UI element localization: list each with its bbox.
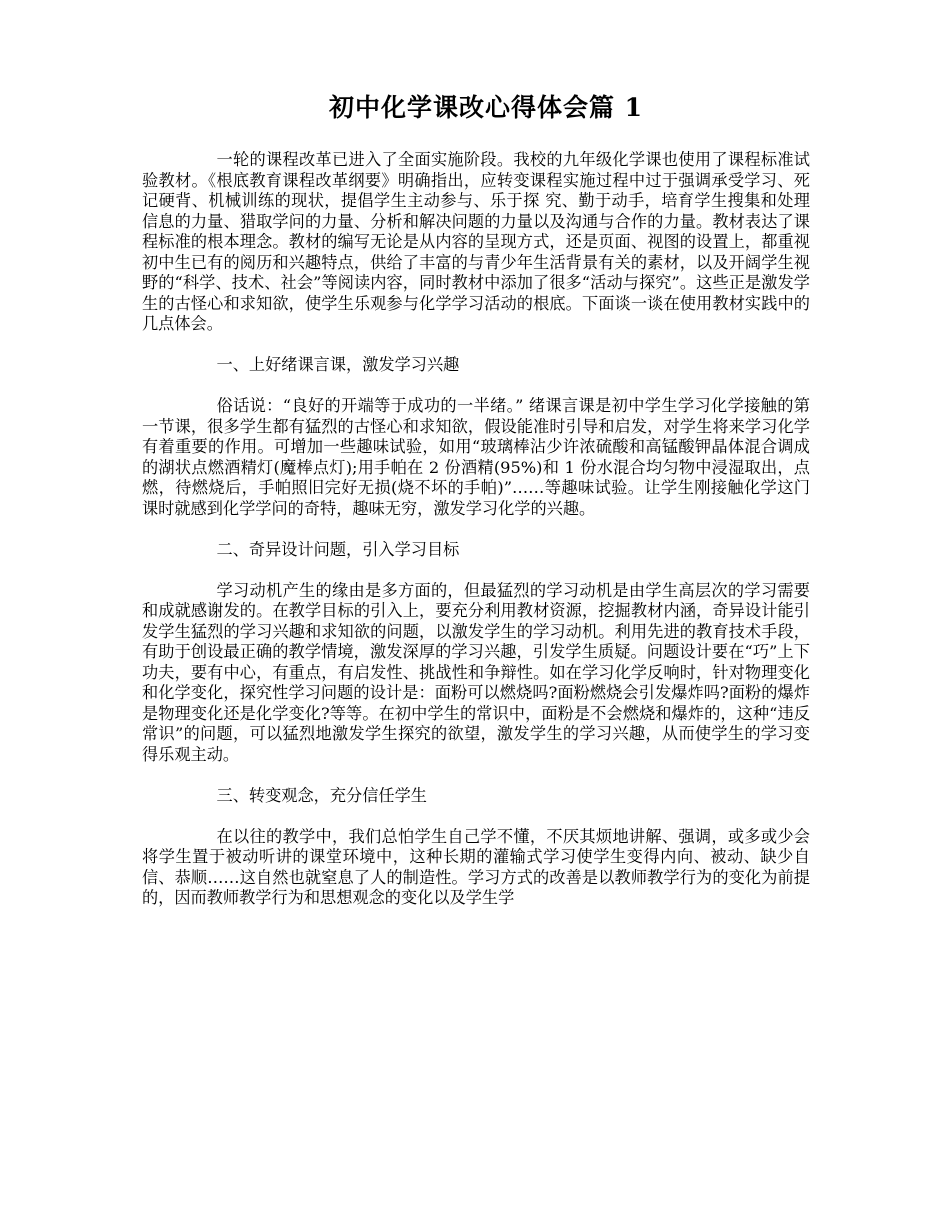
section-heading-3: 三、转变观念，充分信任学生: [216, 785, 427, 805]
section-2-paragraph: 学习动机产生的缘由是多方面的，但最猛烈的学习动机是由学生高层次的学习需要和成就感谢发的。在教学目标的引入上，要充分利用教材资源，挖掘教材内涵，奇异设计能引发学生猛烈的学习兴趣和求知欲的问题，以激发学生的学习动机。利用先进的教育技术手段，有助于创设最正确的教学情境，激发深厚的学习兴趣，引发学生质疑。问题设计要在“巧”上下功夫，要有中心，有重点，有启发性、挑战性和争辩性。如在学习化学反响时，针对物理变化和化学变化，探究性学习问题的设计是：面粉可以燃烧吗?面粉燃烧会引发爆炸吗?面粉的爆炸是物理变化还是化学变化?等等。在初中学生的常识中，面粉是不会燃烧和爆炸的，这种“违反常识”的问题，可以猛烈地激发学生探究的欲望，激发学生的学习兴趣，从而使学生的学习变得乐观主动。: [142, 580, 810, 764]
section-3-paragraph: 在以往的教学中，我们总怕学生自己学不懂，不厌其烦地讲解、强调，或多或少会将学生置于被动听讲的课堂环境中，这种长期的灌输式学习使学生变得内向、被动、缺少自信、恭顺……这自然也就窒息了人的制造性。学习方式的改善是以教师教学行为的变化为前提的，因而教师教学行为和思想观念的变化以及学生学: [142, 826, 810, 907]
section-heading-1: 一、上好绪课言课，激发学习兴趣: [216, 355, 460, 374]
section-1-paragraph: 俗话说：“良好的开端等于成功的一半绪。” 绪课言课是初中学生学习化学接触的第一节课，很多学生都有猛烈的古怪心和求知欲，假设能准时引导和启发，对学生将来学习化学有着重要的作用。可增加一些趣味试验，如用“玻璃棒沾少许浓硫酸和高锰酸钾晶体混合调成的湖状点燃酒精灯(魔棒点灯);用手帕在 2 份酒精(95%)和 1 份水混合均匀物中浸湿取出，点燃，待燃烧后，手帕照旧完好无损(烧不坏的手帕)”……等趣味试验。让学生刚接触化学这门课时就感到化学学问的奇特，趣味无穷，激发学习化学的兴趣。: [142, 396, 810, 518]
document-page: [142, 88, 810, 929]
intro-paragraph: 一轮的课程改革已进入了全面实施阶段。我校的九年级化学课也使用了课程标准试验教材。《根底教育课程改革纲要》明确指出，应转变课程实施过程中过于强调承受学习、死记硬背、机械训练的现状，提倡学生主动参与、乐于探 究、勤于动手，培育学生搜集和处理信息的力量、猎取学问的力量、分析和解决问题的力量以及沟通与合作的力量。教材表达了课程标准的根本理念。教材的编写无论是从内容的呈现方式，还是页面、视图的设置上，都重视初中生已有的阅历和兴趣特点，供给了丰富的与青少年生活背景有关的素材，以及开阔学生视野的“科学、技术、社会”等阅读内容，同时教材中添加了很多“活动与探究”。这些正是激发学生的古怪心和求知欲，使学生乐观参与化学学习活动的根底。下面谈一谈在使用教材实践中的几点体会。: [142, 150, 810, 333]
document-title: 初中化学课改心得体会篇 1: [328, 93, 644, 122]
section-heading-2: 二、奇异设计问题，引入学习目标: [216, 539, 460, 559]
